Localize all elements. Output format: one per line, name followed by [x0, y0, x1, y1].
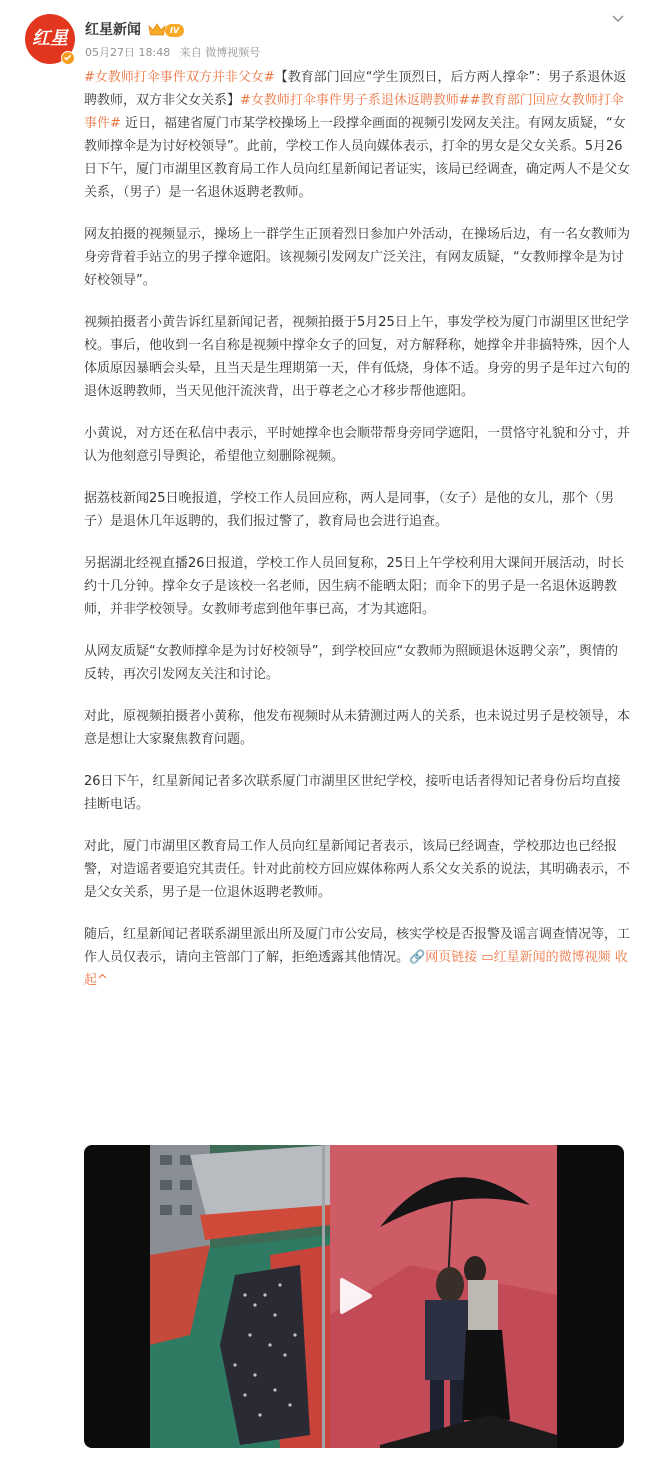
post-text: 从网友质疑“女教师撑伞是为讨好校领导”，到学校回应“女教师为照顾退休返聘父亲”，舆情的反转，再次引发网友关注和讨论。 [84, 644, 618, 682]
collapse-link[interactable]: 收起^ [84, 950, 628, 988]
post-text: 视频拍摄者小黄告诉红星新闻记者，视频拍摄于5月25日上午，事发学校为厦门市湖里区世纪学校。事后，他收到一名自称是视频中撑伞女子的回复，对方解释称，她撑伞并非搞特殊，因个人体质原因暴晒会头晕，且当天是生理期第一天，伴有低烧，身体不适。身旁的男子是年过六旬的退休返聘教师，当天见他汗流浃背，出于尊老之心才移步帮他遮阳。 [84, 315, 631, 399]
post-text: 近日，福建省厦门市某学校操场上一段撑伞画面的视频引发网友关注。有网友质疑，“女教师撑伞是为讨好校领导”。此前，学校工作人员向媒体表示，打伞的男女是父女关系。5月26日下午，厦门市湖里区教育局工作人员向红星新闻记者证实，该局已经调查，确定两人不是父女关系，（男子）是一名退休返聘老教师。 [84, 116, 631, 200]
video-player[interactable] [84, 1145, 624, 1448]
post-source: 来自 微博视频号 [179, 46, 261, 59]
avatar-logo-text: 红星 [32, 28, 68, 49]
post-paragraph [84, 311, 630, 403]
post-text: 26日下午，红星新闻记者多次联系厦门市湖里区世纪学校，接听电话者得知记者身份后均直接挂断电话。 [84, 774, 621, 812]
post-text: 小黄说，对方还在私信中表示，平时她撑伞也会顺带帮身旁同学遮阳，一贯恪守礼貌和分寸，并认为他刻意引导舆论，希望他立刻删除视频。 [84, 426, 631, 464]
post-paragraph [84, 835, 630, 904]
post-meta [85, 46, 266, 60]
post-text: 对此，厦门市湖里区教育局工作人员向红星新闻记者表示，该局已经调查，学校那边也已经报警，对造谣者要追究其责任。针对此前校方回应媒体称两人系父女关系的说法，其明确表示，不是父女关系，男子是一位退休返聘老教师。 [84, 839, 631, 900]
post-time[interactable]: 05月27日 18:48 [85, 46, 171, 59]
post-text: 据荔枝新闻25日晚报道，学校工作人员回应称，两人是同事，（女子）是他的女儿，那个（男子）是退休几年返聘的，我们报过警了，教育局也会进行追查。 [84, 491, 615, 529]
post-text: 对此，原视频拍摄者小黄称，他发布视频时从未猜测过两人的关系，也未说过男子是校领导，本意是想让大家聚焦教育问题。 [84, 709, 631, 747]
post-paragraph [84, 223, 630, 292]
post-paragraph [84, 66, 630, 204]
play-icon[interactable] [336, 1278, 372, 1314]
post-content [84, 66, 630, 1011]
post-paragraph [84, 923, 630, 992]
web-link[interactable]: 🔗网页链接 [409, 950, 478, 965]
post-text: 另据湖北经视直播26日报道，学校工作人员回复称，25日上午学校利用大课间开展活动，时长约十几分钟。撑伞女子是该校一名老师，因生病不能晒太阳；而伞下的男子是一名退休返聘教师，并非学校领导。女教师考虑到他年事已高，才为其遮阳。 [84, 556, 625, 617]
post-text: 【教育部门回应“学生顶烈日，后方两人撑伞”：男子系退休返聘教师，双方非父女关系】 [84, 70, 627, 108]
verified-badge-icon [61, 51, 75, 65]
weibo-video-link[interactable]: ▭红星新闻的微博视频 [481, 950, 611, 965]
hashtag-link[interactable]: #女教师打伞事件男子系退休返聘教师##教育部门回应女教师打伞事件# [84, 93, 624, 131]
hashtag-link[interactable]: #女教师打伞事件双方并非父女# [84, 70, 275, 85]
post-paragraph [84, 640, 630, 686]
crown-icon[interactable] [147, 22, 167, 38]
post-paragraph [84, 552, 630, 621]
video-thumbnail-playground [150, 1145, 330, 1448]
post-text: 网友拍摄的视频显示，操场上一群学生正顶着烈日参加户外活动，在操场后边，有一名女教师为身旁背着手站立的男子撑伞遮阳。该视频引发网友广泛关注，有网友质疑，“女教师撑伞是为讨好校领导”。 [84, 227, 631, 288]
post-paragraph [84, 770, 630, 816]
post-paragraph [84, 705, 630, 751]
post-paragraph [84, 422, 630, 468]
post-text: 随后，红星新闻记者联系湖里派出所及厦门市公安局，核实学校是否报警及谣言调查情况等，工作人员仅表示，请向主管部门了解，拒绝透露其他情况。 [84, 927, 631, 965]
post-paragraph [84, 487, 630, 533]
chevron-down-icon[interactable] [609, 12, 627, 26]
level-badge[interactable]: IV [165, 24, 184, 37]
account-name[interactable]: 红星新闻 [85, 22, 141, 38]
